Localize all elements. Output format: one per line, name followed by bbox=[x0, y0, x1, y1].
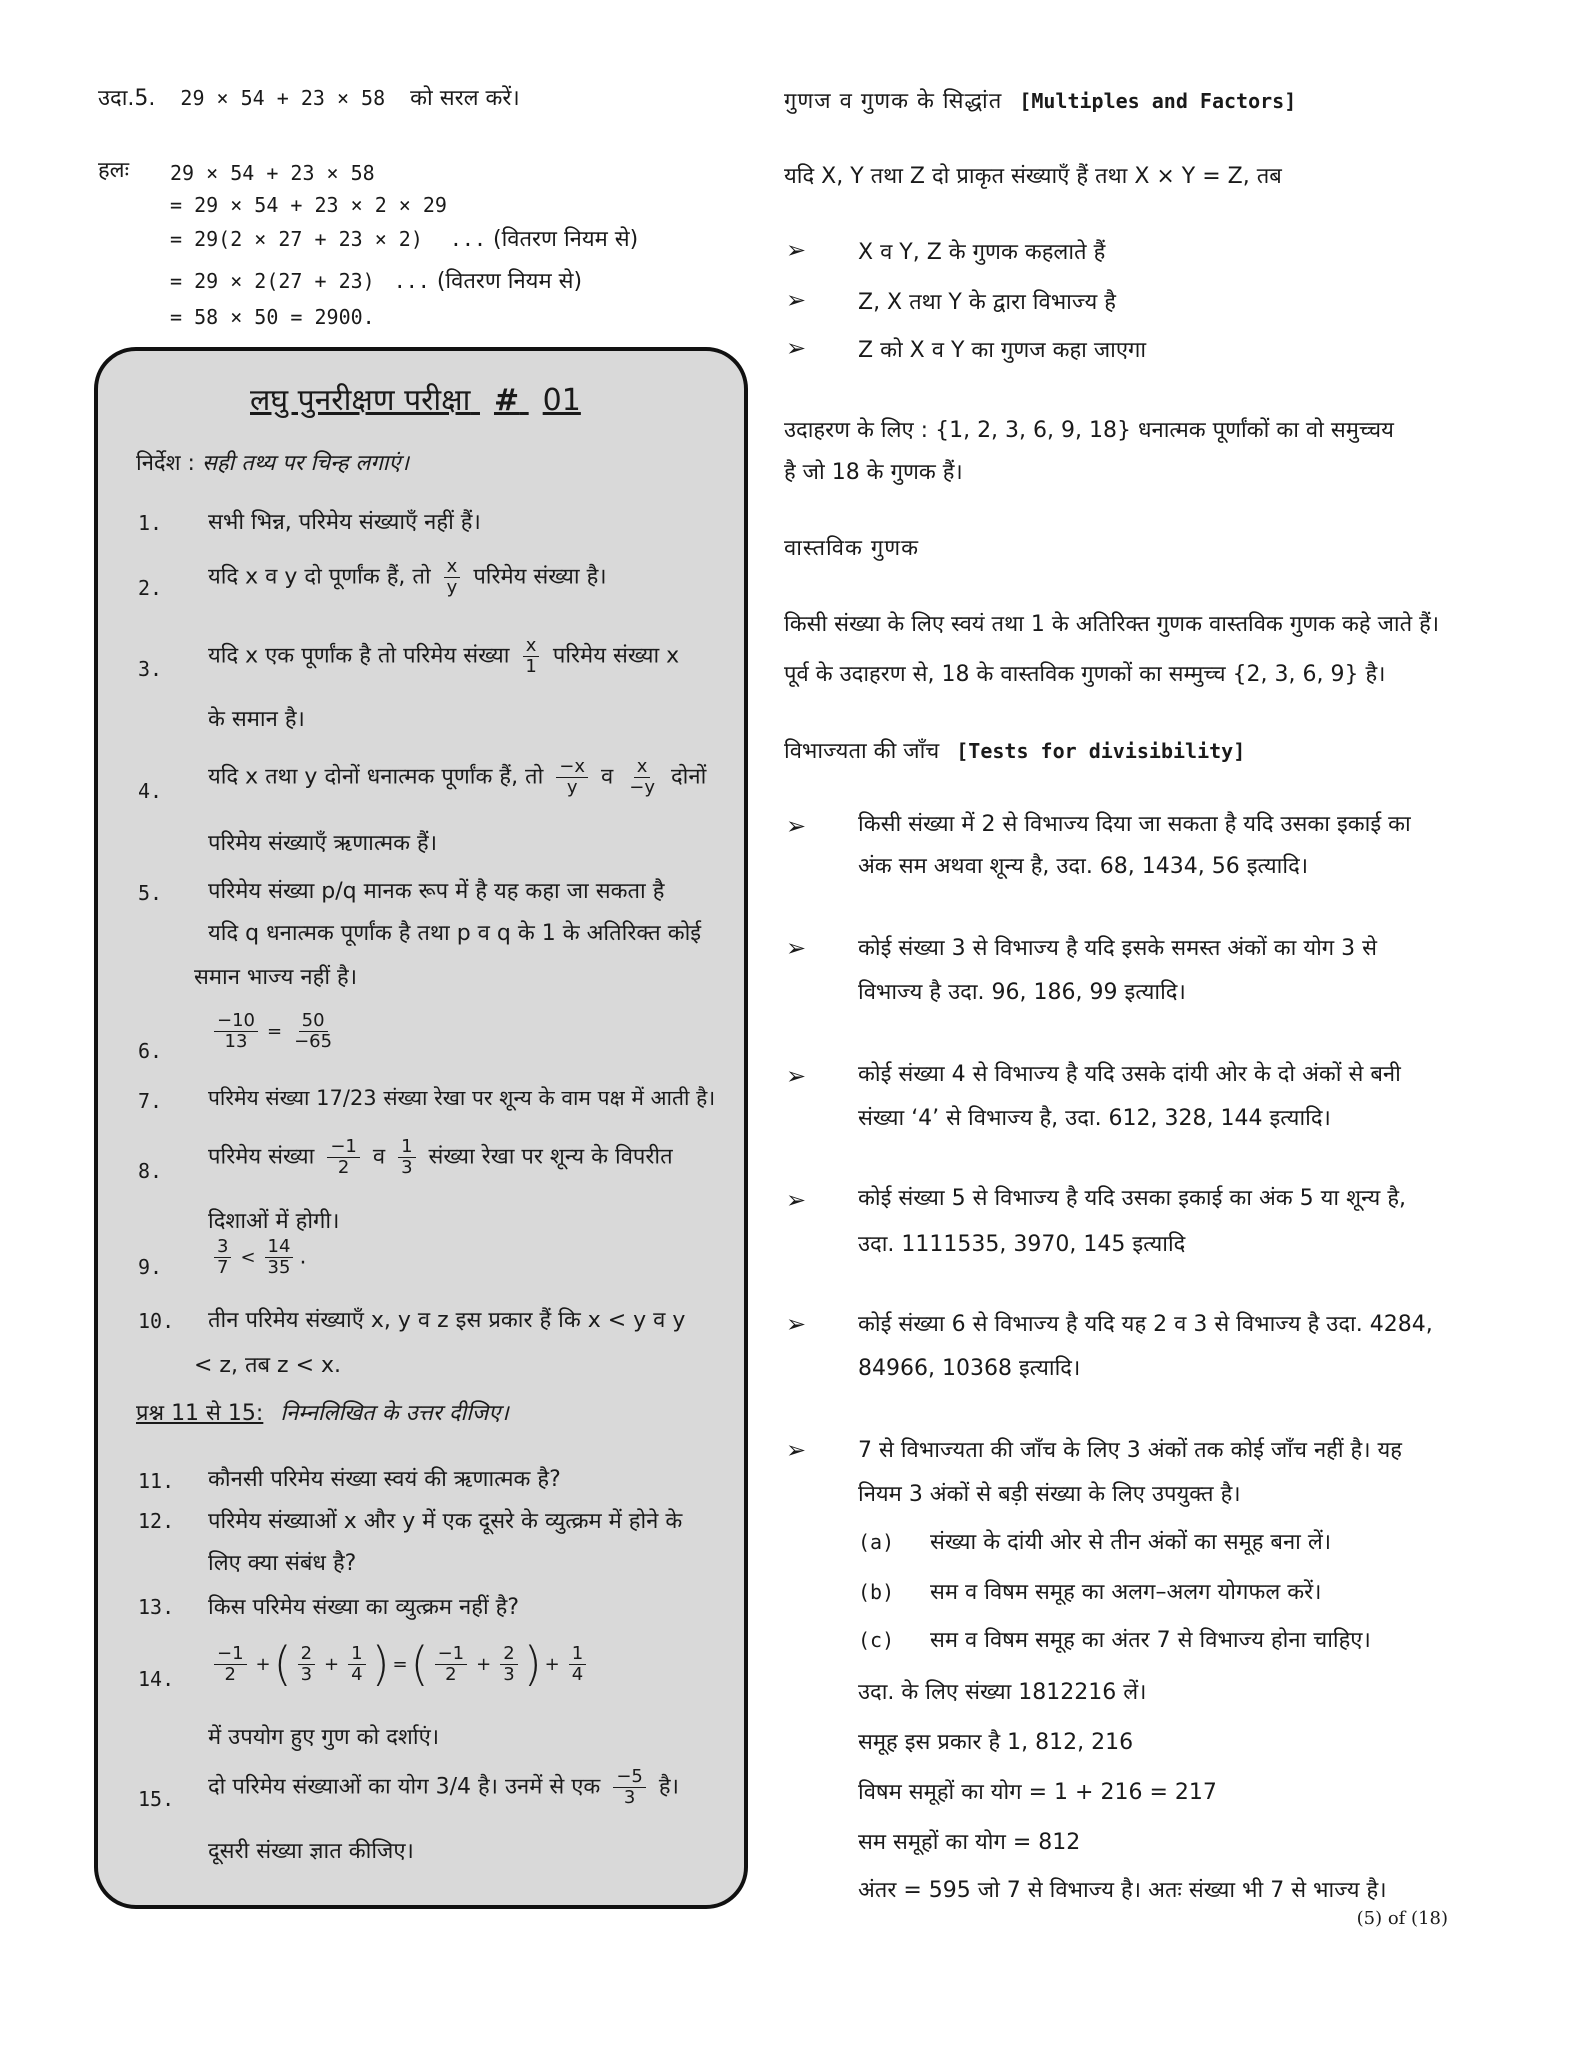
arrow-bullet-icon: ➢ bbox=[786, 812, 807, 840]
question-text-line2: यदि q धनात्मक पूर्णांक है तथा p व q के 1 के अतिरिक्त कोई bbox=[208, 921, 702, 946]
question-text bbox=[208, 1767, 679, 1808]
instruction-text: सही तथ्य पर चिन्ह लगाएं। bbox=[201, 451, 409, 476]
denominator: 7 bbox=[217, 1257, 229, 1278]
denominator: 2 bbox=[445, 1663, 457, 1685]
section-heading bbox=[136, 1397, 509, 1427]
question-text: परिमेय संख्या p/q मानक रूप में है यह कहा जा सकता है bbox=[208, 879, 665, 904]
denominator: 4 bbox=[571, 1663, 584, 1685]
sub-item-text: सम व विषम समूह का अंतर 7 से विभाज्य होना चाहिए। bbox=[930, 1628, 1371, 1653]
question-number: 5. bbox=[138, 881, 163, 905]
review-title-number: 01 bbox=[542, 383, 581, 418]
denominator: 13 bbox=[224, 1031, 248, 1052]
fraction bbox=[444, 557, 461, 598]
plus-sign: + bbox=[476, 1653, 492, 1675]
question-text: सभी भिन्न, परिमेय संख्याएँ नहीं हैं। bbox=[208, 510, 481, 535]
heading-divisibility bbox=[784, 736, 1245, 767]
question-text-line2: परिमेय संख्याएँ ऋणात्मक हैं। bbox=[208, 831, 438, 856]
numerator: −10 bbox=[214, 1011, 258, 1032]
fraction bbox=[214, 1011, 258, 1052]
example-heading bbox=[98, 83, 520, 114]
review-test-box bbox=[94, 347, 748, 1909]
question-part: दो परिमेय संख्याओं का योग 3/4 है। उनमें से एक bbox=[208, 1774, 601, 1800]
operator: < bbox=[240, 1247, 256, 1268]
divisibility-test-line2: उदा. 1111535, 3970, 145 इत्यादि bbox=[858, 1232, 1186, 1257]
question-part: है। bbox=[658, 1774, 679, 1800]
fraction bbox=[435, 1644, 468, 1685]
fraction bbox=[298, 1644, 315, 1685]
arrow-bullet-icon: ➢ bbox=[786, 236, 807, 264]
denominator: 2 bbox=[337, 1157, 350, 1178]
sub-item-label: (a) bbox=[858, 1530, 895, 1554]
divisibility-test-line2: विभाज्य है उदा. 96, 186, 99 इत्यादि। bbox=[858, 980, 1186, 1005]
fraction bbox=[500, 1644, 517, 1685]
question-text-line2: में उपयोग हुए गुण को दर्शाएं। bbox=[208, 1725, 440, 1750]
numerator: 1 bbox=[569, 1644, 586, 1665]
solution-step: = 29 × 2(27 + 23) bbox=[170, 269, 375, 293]
heading-real-factors: वास्तविक गुणक bbox=[784, 536, 920, 561]
example-line: विषम समूहों का योग = 1 + 216 = 217 bbox=[858, 1780, 1217, 1805]
bullet-text: Z, X तथा Y के द्वारा विभाज्य है bbox=[858, 290, 1116, 315]
arrow-bullet-icon: ➢ bbox=[786, 286, 807, 314]
fraction bbox=[327, 1137, 360, 1178]
denominator: 4 bbox=[351, 1663, 363, 1685]
example-text-line2: है जो 18 के गुणक हैं। bbox=[784, 460, 963, 485]
question-number: 10. bbox=[138, 1309, 175, 1333]
divisibility-test-line2: अंक सम अथवा शून्य है, उदा. 68, 1434, 56 इत्यादि। bbox=[858, 854, 1309, 879]
question-number: 4. bbox=[138, 779, 163, 803]
divisibility-test: कोई संख्या 3 से विभाज्य है यदि इसके समस्त अंकों का योग 3 से bbox=[858, 936, 1378, 961]
fraction bbox=[291, 1011, 335, 1052]
numerator: 1 bbox=[348, 1644, 365, 1665]
question-part: व bbox=[601, 764, 614, 790]
question-math bbox=[208, 1237, 306, 1278]
arrow-bullet-icon: ➢ bbox=[786, 1186, 807, 1214]
bullet-text: Z को X व Y का गुणज कहा जाएगा bbox=[858, 338, 1147, 363]
question-number: 12. bbox=[138, 1509, 175, 1533]
question-text-line3: समान भाज्य नहीं है। bbox=[194, 965, 358, 990]
question-part: यदि x तथा y दोनों धनात्मक पूर्णांक हैं, तो bbox=[208, 764, 544, 790]
solution-step-row bbox=[170, 266, 582, 297]
question-text: परिमेय संख्याओं x और y में एक दूसरे के व्युत्क्रम में होने के bbox=[208, 1509, 683, 1534]
equals-sign: = bbox=[392, 1653, 408, 1675]
plus-sign: + bbox=[544, 1653, 560, 1675]
divisibility-test: 7 से विभाज्यता की जाँच के लिए 3 अंकों तक कोई जाँच नहीं है। यह bbox=[858, 1438, 1402, 1463]
numerator: −5 bbox=[613, 1767, 646, 1788]
denominator: 3 bbox=[623, 1787, 636, 1808]
question-number: 11. bbox=[138, 1469, 175, 1493]
question-part: परिमेय संख्या x bbox=[552, 643, 680, 669]
sub-item-label: (b) bbox=[858, 1580, 895, 1604]
real-factors-text: किसी संख्या के लिए स्वयं तथा 1 के अतिरिक्त गुणक वास्तविक गुणक कहे जाते हैं। bbox=[784, 612, 1440, 637]
denominator: 3 bbox=[503, 1663, 515, 1685]
divisibility-test: किसी संख्या में 2 से विभाज्य दिया जा सकता है यदि उसका इकाई का bbox=[858, 812, 1411, 837]
arrow-bullet-icon: ➢ bbox=[786, 1436, 807, 1464]
question-text-line2: लिए क्या संबंध है? bbox=[208, 1551, 357, 1576]
numerator: −1 bbox=[214, 1644, 247, 1665]
question-text bbox=[208, 557, 607, 598]
solution-step: = 29(2 × 27 + 23 × 2) bbox=[170, 227, 423, 251]
right-paren: ) bbox=[523, 1637, 542, 1691]
divisibility-test: कोई संख्या 5 से विभाज्य है यदि उसका इकाई का अंक 5 या शून्य है, bbox=[858, 1186, 1406, 1211]
question-part: दोनों bbox=[671, 764, 707, 790]
denominator: 2 bbox=[224, 1663, 236, 1685]
numerator: 2 bbox=[500, 1644, 517, 1665]
question-text bbox=[208, 636, 679, 677]
question-text-line2: < z, तब z < x. bbox=[194, 1353, 342, 1378]
denominator: y bbox=[566, 777, 578, 798]
section-label: प्रश्न 11 से 15: bbox=[136, 1401, 264, 1426]
step-note: (वितरण नियम से) bbox=[493, 227, 639, 252]
question-math bbox=[208, 1637, 592, 1691]
question-part: परिमेय संख्या है। bbox=[473, 564, 607, 590]
plus-sign: + bbox=[255, 1653, 271, 1675]
step-note: (वितरण नियम से) bbox=[436, 269, 583, 294]
heading-english: [Multiples and Factors] bbox=[1019, 89, 1297, 113]
example-line: समूह इस प्रकार है 1, 812, 216 bbox=[858, 1730, 1134, 1755]
divisibility-test-line2: 84966, 10368 इत्यादि। bbox=[858, 1356, 1081, 1381]
ellipsis: ... bbox=[393, 269, 430, 293]
arrow-bullet-icon: ➢ bbox=[786, 934, 807, 962]
denominator: 1 bbox=[525, 656, 537, 677]
denominator: y bbox=[446, 577, 458, 598]
divisibility-test: कोई संख्या 6 से विभाज्य है यदि यह 2 व 3 से विभाज्य है उदा. 4284, bbox=[858, 1312, 1433, 1337]
question-text: तीन परिमेय संख्याएँ x, y व z इस प्रकार हैं कि x < y व y bbox=[208, 1308, 686, 1333]
solution-step: = 29 × 54 + 23 × 2 × 29 bbox=[170, 193, 447, 217]
numerator: −1 bbox=[327, 1137, 360, 1158]
plus-sign: + bbox=[324, 1653, 340, 1675]
denominator: −65 bbox=[294, 1031, 333, 1052]
denominator: −y bbox=[629, 777, 655, 798]
question-number: 15. bbox=[138, 1787, 175, 1811]
fraction bbox=[348, 1644, 365, 1685]
review-title-text: लघु पुनरीक्षण परीक्षा bbox=[250, 383, 471, 418]
question-text-line2: दिशाओं में होगी। bbox=[208, 1209, 340, 1234]
question-number: 13. bbox=[138, 1595, 175, 1619]
denominator: 35 bbox=[267, 1257, 291, 1278]
operator: = bbox=[267, 1021, 283, 1042]
numerator: 14 bbox=[265, 1237, 294, 1258]
arrow-bullet-icon: ➢ bbox=[786, 1310, 807, 1338]
question-text-line2: के समान है। bbox=[208, 707, 305, 732]
solution-step: 29 × 54 + 23 × 58 bbox=[170, 161, 375, 185]
period: . bbox=[299, 1244, 307, 1270]
question-text-line2: दूसरी संख्या ज्ञात कीजिए। bbox=[208, 1839, 414, 1864]
fraction bbox=[613, 1767, 646, 1808]
heading-english: [Tests for divisibility] bbox=[956, 739, 1246, 763]
numerator: −x bbox=[556, 757, 588, 778]
question-math bbox=[208, 1011, 341, 1052]
solution-step: = 58 × 50 = 2900. bbox=[170, 305, 375, 329]
question-number: 8. bbox=[138, 1159, 163, 1183]
example-task: को सरल करें। bbox=[410, 86, 520, 111]
sub-item-label: (c) bbox=[858, 1628, 895, 1652]
denominator: 3 bbox=[300, 1663, 313, 1685]
solution-label: हलः bbox=[98, 158, 130, 183]
numerator: 2 bbox=[298, 1644, 315, 1665]
sub-item-text: सम व विषम समूह का अलग–अलग योगफल करें। bbox=[930, 1580, 1322, 1605]
review-title-hash: # bbox=[493, 383, 520, 418]
divisibility-test-line2: नियम 3 अंकों से बड़ी संख्या के लिए उपयुक्त है। bbox=[858, 1482, 1241, 1507]
denominator: 3 bbox=[401, 1157, 413, 1178]
fraction bbox=[265, 1237, 294, 1278]
right-paren: ) bbox=[371, 1637, 390, 1691]
page-number: (5) of (18) bbox=[1356, 1908, 1448, 1929]
question-text: परिमेय संख्या 17/23 संख्या रेखा पर शून्य के वाम पक्ष में आती है। bbox=[208, 1086, 716, 1110]
question-number: 2. bbox=[138, 576, 163, 600]
question-text: किस परिमेय संख्या का व्युत्क्रम नहीं है? bbox=[208, 1595, 519, 1620]
question-part: संख्या रेखा पर शून्य के विपरीत bbox=[428, 1144, 673, 1170]
example-label: उदा.5. bbox=[98, 86, 156, 111]
numerator: 3 bbox=[214, 1237, 231, 1258]
question-number: 6. bbox=[138, 1039, 163, 1063]
left-paren: ( bbox=[273, 1637, 292, 1691]
solution-step-row bbox=[170, 224, 638, 255]
bullet-text: X व Y, Z के गुणक कहलाते हैं bbox=[858, 240, 1106, 265]
sub-item-text: संख्या के दांयी ओर से तीन अंकों का समूह बना लें। bbox=[930, 1530, 1332, 1555]
question-number: 9. bbox=[138, 1255, 163, 1279]
arrow-bullet-icon: ➢ bbox=[786, 1062, 807, 1090]
question-part: यदि x एक पूर्णांक है तो परिमेय संख्या bbox=[208, 643, 510, 669]
numerator: x bbox=[444, 557, 461, 578]
example-line: सम समूहों का योग = 812 bbox=[858, 1830, 1081, 1855]
heading-hindi: गुणज व गुणक के सिद्धांत bbox=[784, 89, 1003, 114]
question-number: 7. bbox=[138, 1089, 163, 1113]
numerator: 50 bbox=[299, 1011, 328, 1032]
numerator: x bbox=[634, 757, 651, 778]
heading-hindi: विभाज्यता की जाँच bbox=[784, 739, 940, 764]
section-text: निम्नलिखित के उत्तर दीजिए। bbox=[280, 1401, 509, 1426]
question-text: कौनसी परिमेय संख्या स्वयं की ऋणात्मक है? bbox=[208, 1467, 561, 1492]
numerator: −1 bbox=[435, 1644, 468, 1665]
example-line: उदा. के लिए संख्या 1812216 लें। bbox=[858, 1680, 1147, 1705]
left-paren: ( bbox=[410, 1637, 429, 1691]
question-part: परिमेय संख्या bbox=[208, 1144, 315, 1170]
heading-multiples-factors bbox=[784, 86, 1296, 117]
ellipsis: ... bbox=[449, 227, 486, 251]
real-factors-text-line2: पूर्व के उदाहरण से, 18 के वास्तविक गुणकों का सम्मुच्च {2, 3, 6, 9} है। bbox=[784, 662, 1386, 687]
numerator: 1 bbox=[398, 1137, 415, 1158]
fraction bbox=[569, 1644, 586, 1685]
review-title bbox=[250, 381, 581, 421]
fraction bbox=[398, 1137, 415, 1178]
example-line: अंतर = 595 जो 7 से विभाज्य है। अतः संख्या भी 7 से भाज्य है। bbox=[858, 1878, 1387, 1903]
fraction bbox=[214, 1644, 247, 1685]
fraction bbox=[214, 1237, 231, 1278]
question-part: यदि x व y दो पूर्णांक हैं, तो bbox=[208, 564, 431, 590]
question-part: व bbox=[372, 1144, 386, 1170]
arrow-bullet-icon: ➢ bbox=[786, 334, 807, 362]
intro-text: यदि X, Y तथा Z दो प्राकृत संख्याएँ हैं तथा X × Y = Z, तब bbox=[784, 164, 1282, 189]
divisibility-test-line2: संख्या ‘4’ से विभाज्य है, उदा. 612, 328, 144 इत्यादि। bbox=[858, 1106, 1331, 1131]
fraction bbox=[556, 757, 588, 798]
example-text: उदाहरण के लिए : {1, 2, 3, 6, 9, 18} धनात्मक पूर्णांकों का वो समुच्चय bbox=[784, 418, 1394, 443]
instruction-label: निर्देश : bbox=[136, 451, 195, 476]
question-text bbox=[208, 757, 706, 798]
example-expression: 29 × 54 + 23 × 58 bbox=[180, 86, 386, 110]
question-number: 3. bbox=[138, 657, 163, 681]
fraction bbox=[626, 757, 658, 798]
numerator: x bbox=[523, 636, 540, 657]
instruction bbox=[136, 447, 409, 477]
fraction bbox=[522, 636, 539, 677]
divisibility-test: कोई संख्या 4 से विभाज्य है यदि उसके दांयी ओर के दो अंकों से बनी bbox=[858, 1062, 1401, 1087]
question-text bbox=[208, 1137, 673, 1178]
question-number: 1. bbox=[138, 511, 163, 535]
question-number: 14. bbox=[138, 1667, 175, 1691]
